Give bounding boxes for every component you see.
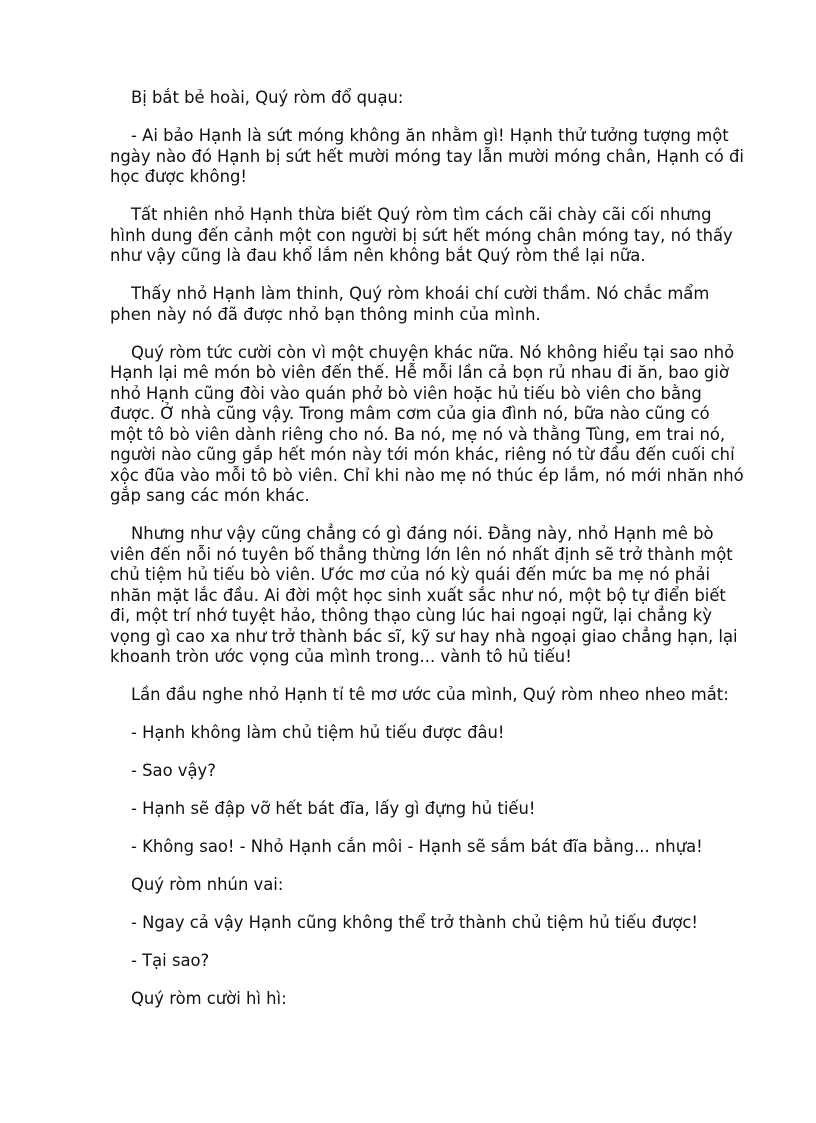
dialogue-line: - Tại sao? [131, 951, 210, 970]
dialogue-line: - Ngay cả vậy Hạnh cũng không thể trở thành chủ tiệm hủ tiếu được! [131, 913, 698, 932]
paragraph: Quý ròm tức cười còn vì một chuyện khác nữa. Nó không hiểu tại sao nhỏ Hạnh lại mê món bò viên đến thế. Hễ mỗi lần cả bọn rủ nhau đi ăn, bao giờ nhỏ Hạnh cũng đòi vào quán phở bò viên hoặc hủ tiếu bò viên cho bằng được. Ở nhà cũng vậy. Trong mâm cơm của gia đình nó, bữa nào cũng có một tô bò viên dành riêng cho nó. Ba nó, mẹ nó và thằng Tùng, em trai nó, người nào cũng gắp hết món này tới món khác, riêng nó từ đầu đến cuối chỉ xộc đũa vào mỗi tô bò viên. Chỉ khi nào mẹ nó thúc ép lắm, nó mới nhăn nhó gắp sang các món khác. [110, 342, 744, 505]
paragraph: Tất nhiên nhỏ Hạnh thừa biết Quý ròm tìm cách cãi chày cãi cối nhưng hình dung đến cảnh một con người bị sứt hết móng chân móng tay, nó thấy như vậy cũng là đau khổ lắm nên không bắt Quý ròm thề lại nữa. [110, 205, 733, 265]
dialogue-line: - Sao vậy? [131, 761, 216, 780]
paragraph: - Ai bảo Hạnh là sứt móng không ăn nhằm gì! Hạnh thử tưởng tượng một ngày nào đó Hạnh bị sứt hết mười móng tay lẫn mười móng chân, Hạnh có đi học được không! [110, 126, 744, 186]
paragraph: Nhưng như vậy cũng chẳng có gì đáng nói. Đằng này, nhỏ Hạnh mê bò viên đến nỗi nó tuyên bố thẳng thừng lớn lên nó nhất định sẽ trở thành một chủ tiệm hủ tiếu bò viên. Ước mơ của nó kỳ quái đến mức ba mẹ nó phải nhăn mặt lắc đầu. Ai đời một học sinh xuất sắc như nó, một bộ tự điển biết đi, một trí nhớ tuyệt hảo, thông thạo cùng lúc hai ngoại ngữ, lại chẳng kỳ vọng gì cao xa như trở thành bác sĩ, kỹ sư hay nhà ngoại giao chẳng hạn, lại khoanh tròn ước vọng của mình trong... vành tô hủ tiếu! [110, 524, 738, 666]
dialogue-line: - Hạnh không làm chủ tiệm hủ tiếu được đâu! [131, 723, 505, 742]
dialogue-line: - Không sao! - Nhỏ Hạnh cắn môi - Hạnh sẽ sắm bát đĩa bằng... nhựa! [131, 837, 703, 856]
paragraph: Bị bắt bẻ hoài, Quý ròm đổ quạu: [131, 88, 404, 107]
paragraph: Lần đầu nghe nhỏ Hạnh tỉ tê mơ ước của mình, Quý ròm nheo nheo mắt: [131, 685, 729, 704]
paragraph: Quý ròm cười hì hì: [131, 989, 287, 1008]
paragraph: Quý ròm nhún vai: [131, 875, 284, 894]
paragraph: Thấy nhỏ Hạnh làm thinh, Quý ròm khoái chí cười thầm. Nó chắc mẩm phen này nó đã được nhỏ bạn thông minh của mình. [110, 284, 710, 324]
document-body [110, 88, 746, 1027]
dialogue-line: - Hạnh sẽ đập vỡ hết bát đĩa, lấy gì đựng hủ tiếu! [131, 799, 536, 818]
